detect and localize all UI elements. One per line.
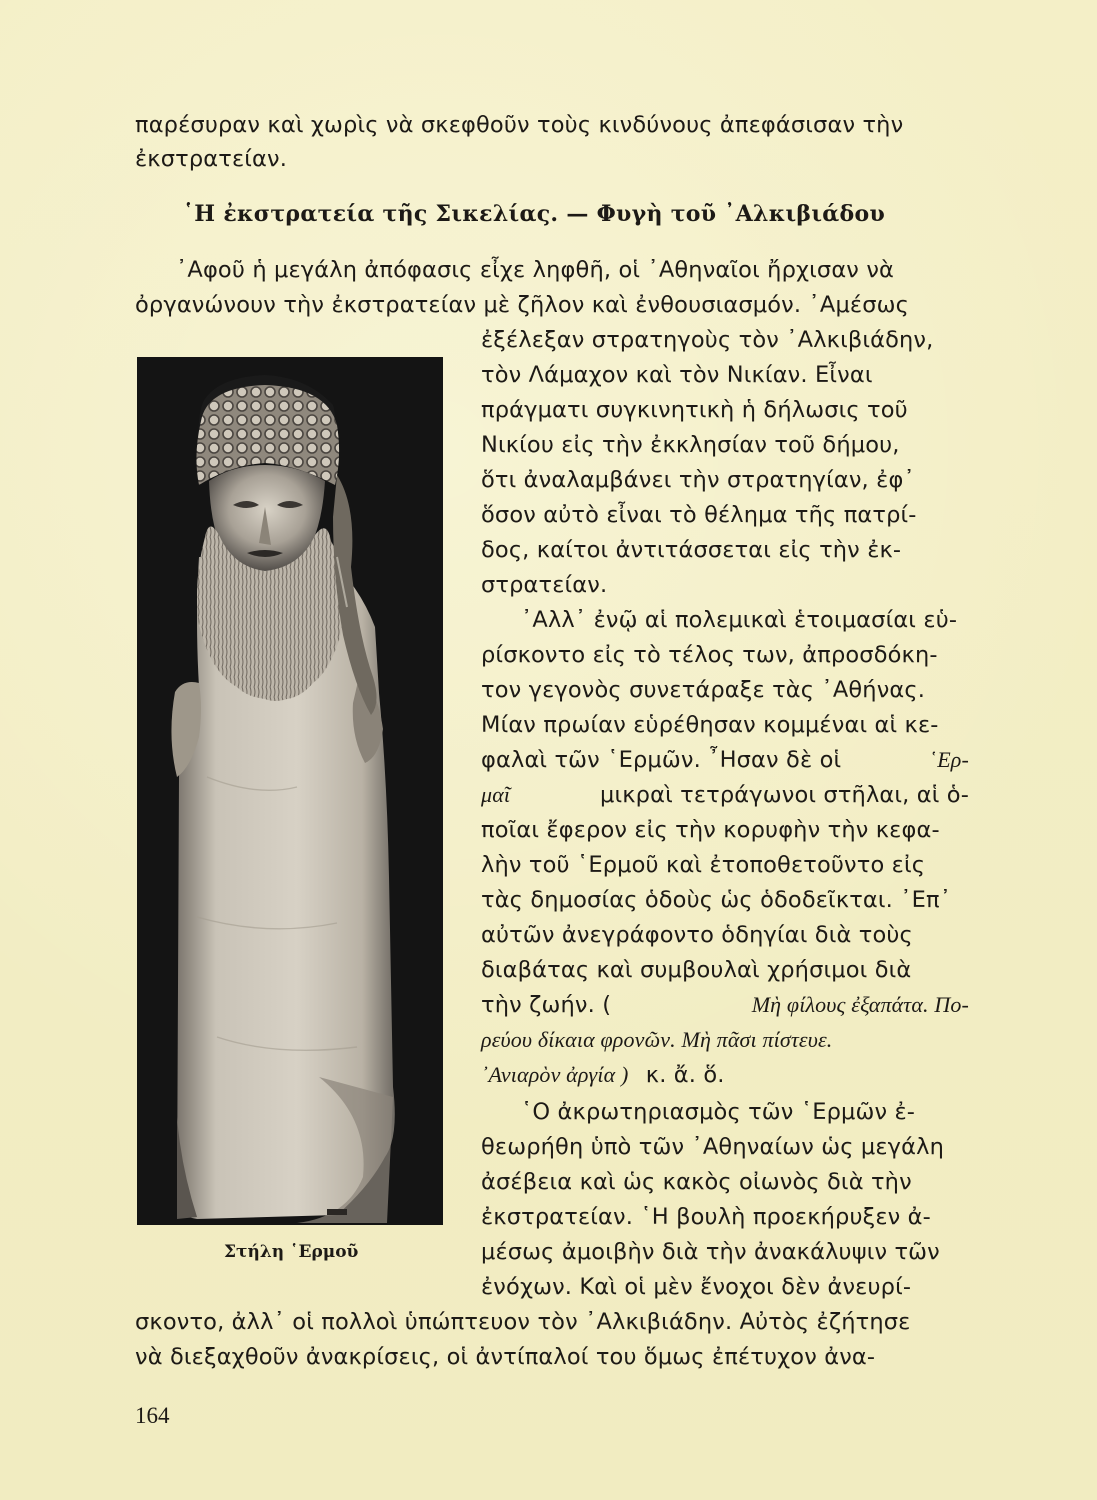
text-line: τὰς δημοσίας ὁδοὺς ὡς ὁδοδεῖκται. ᾿Επ᾿: [481, 887, 952, 913]
text-line: πράγματι συγκινητικὴ ἡ δήλωσις τοῦ: [481, 397, 908, 423]
italic-span: μαῖ: [481, 782, 511, 807]
text-line: [481, 784, 969, 807]
italic-span: Μὴ φίλους ἐξαπάτα. Πο-: [751, 992, 969, 1017]
text-line: τὸν Λάμαχον καὶ τὸν Νικίαν. Εἶναι: [481, 362, 873, 388]
text-line: θεωρήθη ὑπὸ τῶν ᾿Αθηναίων ὡς μεγάλη: [481, 1134, 944, 1160]
text-line: [481, 994, 969, 1017]
figure-caption: Στήλη ῾Ερμοῦ: [224, 1242, 359, 1262]
text-line: δος, καίτοι ἀντιτάσσεται εἰς τὴν ἐκ-: [481, 537, 902, 563]
section-heading: ῾Η ἐκστρατεία τῆς Σικελίας. — Φυγὴ τοῦ ᾿Αλκιβιάδου: [183, 201, 886, 227]
text-line: στρατείαν.: [481, 572, 608, 598]
text-line: ὅτι ἀναλαμβάνει τὴν στρατηγίαν, ἐφ᾿: [481, 467, 915, 493]
text-line: [481, 749, 969, 772]
text-span: κ. ἄ. ὅ.: [645, 1062, 725, 1088]
text-span: μικραὶ τετράγωνοι στῆλαι, αἱ ὁ-: [600, 782, 969, 808]
text-line: μέσως ἀμοιβὴν διὰ τὴν ἀνακάλυψιν τῶν: [481, 1239, 940, 1265]
text-line: ῾Ο ἀκρωτηριασμὸς τῶν ῾Ερμῶν ἐ-: [521, 1099, 916, 1125]
text-line: Μίαν πρωίαν εὑρέθησαν κομμέναι αἱ κε-: [481, 712, 939, 738]
text-line: ρίσκοντο εἰς τὸ τέλος των, ἀπροσδόκη-: [481, 642, 938, 668]
text-line: διαβάτας καὶ συμβουλαὶ χρήσιμοι διὰ: [481, 957, 912, 983]
text-span: φαλαὶ τῶν ῾Ερμῶν. ῏Ησαν δὲ οἱ: [481, 747, 842, 773]
text-line: ὅσον αὐτὸ εἶναι τὸ θέλημα τῆς πατρί-: [481, 502, 917, 528]
herm-stele-photo: [137, 357, 443, 1225]
text-line: ἐνόχων. Καὶ οἱ μὲν ἔνοχοι δὲν ἀνευρί-: [481, 1274, 912, 1300]
page-number: 164: [135, 1403, 170, 1428]
text-line: ὀργανώνουν τὴν ἐκστρατείαν μὲ ζῆλον καὶ ἐνθουσιασμόν. ᾿Αμέσως: [135, 292, 909, 318]
text-line: τον γεγονὸς συνετάραξε τὰς ᾿Αθήνας.: [481, 677, 926, 703]
text-line: [481, 1064, 725, 1087]
text-line: ᾿Αφοῦ ἡ μεγάλη ἀπόφασις εἶχε ληφθῆ, οἱ ᾿Αθηναῖοι ἤρχισαν νὰ: [176, 257, 895, 283]
italic-span: ᾿Ανιαρὸν ἀργία ): [481, 1062, 629, 1087]
text-span: τὴν ζωήν. (: [481, 992, 612, 1018]
text-line: λὴν τοῦ ῾Ερμοῦ καὶ ἐτοποθετοῦντο εἰς: [481, 852, 926, 878]
text-line: Νικίου εἰς τὴν ἐκκλησίαν τοῦ δήμου,: [481, 432, 900, 458]
text-line: αὐτῶν ἀνεγράφοντο ὁδηγίαι διὰ τοὺς: [481, 922, 913, 948]
text-line: ἐκστρατείαν.: [135, 146, 288, 172]
text-line: ἀσέβεια καὶ ὡς κακὸς οἰωνὸς διὰ τὴν: [481, 1169, 912, 1195]
text-line: νὰ διεξαχθοῦν ἀνακρίσεις, οἱ ἀντίπαλοί του ὅμως ἐπέτυχον ἀνα-: [135, 1344, 876, 1370]
text-line: ἐκστρατείαν. ῾Η βουλὴ προεκήρυξεν ἀ-: [481, 1204, 931, 1230]
text-line: ποῖαι ἔφερον εἰς τὴν κορυφὴν τὴν κεφα-: [481, 817, 940, 843]
text-line: παρέσυραν καὶ χωρὶς νὰ σκεφθοῦν τοὺς κινδύνους ἀπεφάσισαν τὴν: [135, 112, 904, 138]
text-line: ἐξέλεξαν στρατηγοὺς τὸν ᾿Αλκιβιάδην,: [481, 327, 934, 353]
italic-span: ῾Ερ-: [929, 747, 969, 772]
text-line: σκοντο, ἀλλ᾿ οἱ πολλοὶ ὑπώπτευον τὸν ᾿Αλκιβιάδην. Αὐτὸς ἐζήτησε: [135, 1309, 911, 1335]
italic-line: ρεύου δίκαια φρονῶν. Μὴ πᾶσι πίστευε.: [481, 1027, 833, 1052]
text-line: ᾿Αλλ᾿ ἐνῷ αἱ πολεμικαὶ ἑτοιμασίαι εὑ-: [521, 607, 958, 633]
